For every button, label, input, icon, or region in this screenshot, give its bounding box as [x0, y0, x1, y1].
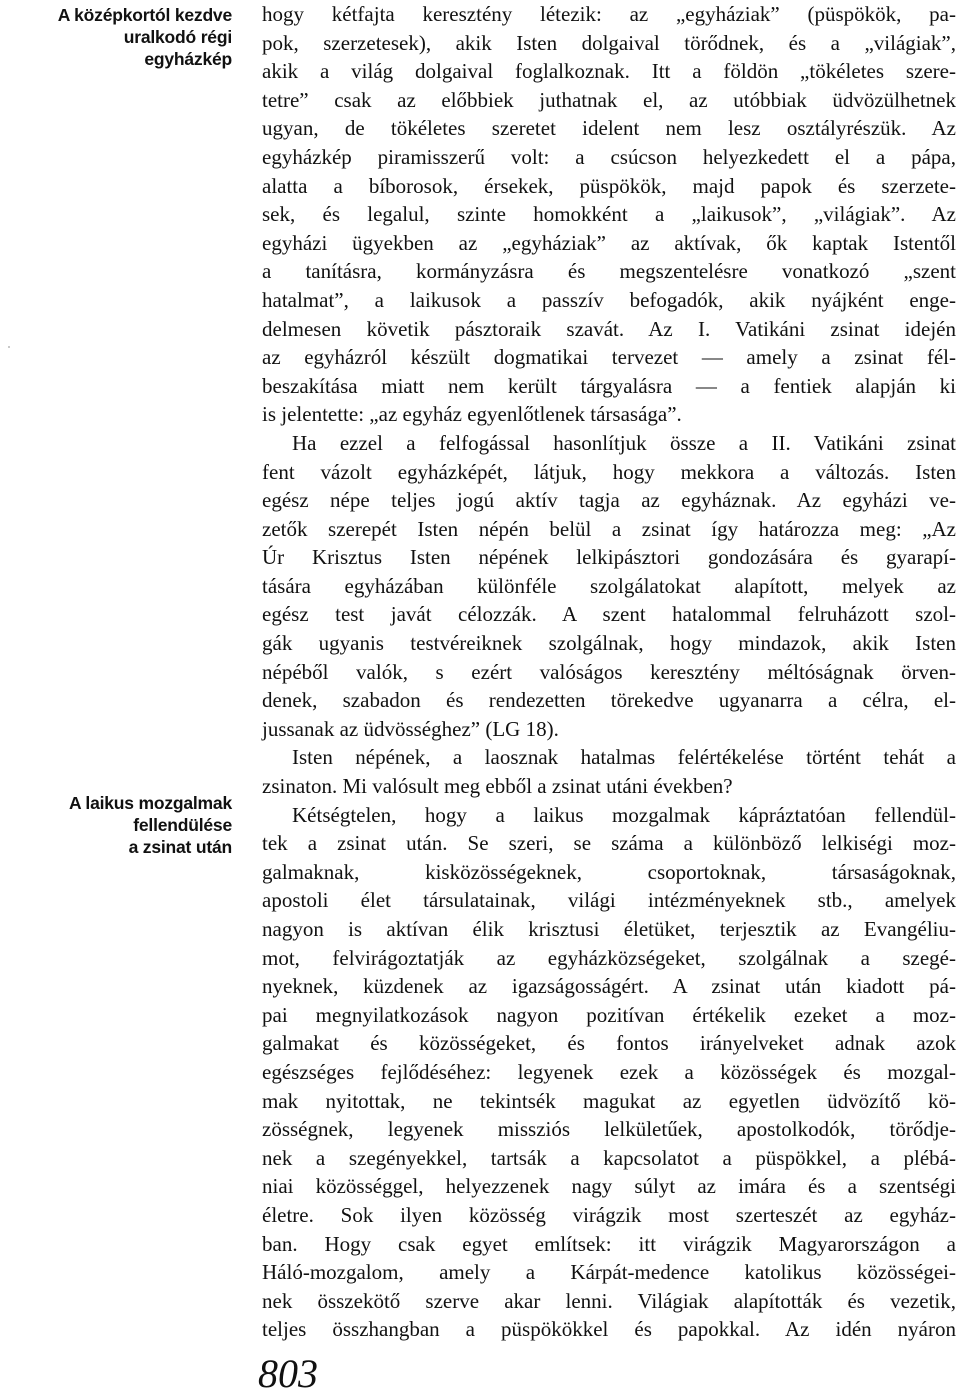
body-line: is jelentette: „az egyház egyenlőtlenek társasága”. — [262, 402, 682, 427]
body-line: Ha ezzel a felfogással hasonlítjuk össze a II. Vatikáni zsinat — [292, 430, 956, 455]
body-line: delmesen követik pásztoraik szavát. Az I. Vatikáni zsinat idején — [262, 316, 956, 341]
body-line: pok, szerzetesek), akik Isten dolgaival törődnek, és a „világiak”, — [262, 30, 956, 55]
margin-speck — [8, 346, 10, 348]
body-line: galmakat és közösségeket, és fontos irányelveket adnak azok — [262, 1031, 956, 1056]
body-line: teljes összhangban a püspökökkel és papokkal. Az idén nyáron — [262, 1317, 956, 1342]
body-line: gák ugyanis testvéreiknek szolgálnak, hogy mindazok, akik Isten — [262, 631, 956, 656]
margin-heading-line: uralkodó régi — [123, 27, 232, 47]
body-line: nek a szegényekkel, tartsák a kapcsolatot a püspökkel, a plébá- — [262, 1145, 956, 1170]
body-line: egész népe teljes jogú aktív tagja az egyháznak. Az egyházi ve- — [262, 488, 956, 513]
body-line: tására egyházában különféle szolgálatokat alapított, melyek az — [262, 573, 956, 598]
body-line: apostoli élet társulatainak, világi intézményeknek stb., amelyek — [262, 888, 956, 913]
body-line: sek, és legalul, szinte homokként a „laikusok”, „világiak”. Az — [262, 202, 956, 227]
body-line: jussanak az üdvösséghez” (LG 18). — [262, 716, 559, 741]
body-line: alatta a bíborosok, érsekek, püspökök, majd papok és szerzete- — [262, 173, 956, 198]
margin-heading-line: A laikus mozgalmak — [68, 793, 232, 813]
page-number: 803 — [258, 1351, 318, 1396]
body-line: életre. Sok ilyen közösség virágzik most szerteszét az egyház- — [262, 1202, 956, 1227]
body-line: akik a világ dolgaival foglalkoznak. Itt a földön „tökéletes szere- — [262, 59, 956, 84]
body-line: tek a zsinat után. Se szeri, se száma a különböző lelkiségi moz- — [262, 831, 956, 856]
body-line: egész test javát célozzák. A szent hatalommal felruházott szol- — [262, 602, 956, 627]
body-line: niai közösséggel, helyezzenek nagy súlyt az imára és a szentségi — [262, 1174, 956, 1199]
body-line: egyházi ügyekben az „egyháziak” az aktívak, ők kaptak Istentől — [262, 230, 956, 255]
body-line: nagyon is aktívan élik krisztusi életüket, terjesztik az Evangéliu- — [262, 917, 956, 941]
margin-heading-line: a zsinat után — [128, 837, 232, 857]
body-line: egészséges fejlődéséhez: legyenek ezek a közösségek és mozgal- — [262, 1059, 956, 1084]
body-line: hatalmat”, a laikusok a passzív befogadók, akik nyájként enge- — [262, 287, 956, 312]
body-line: mot, felvirágoztatják az egyházközségeket, szolgálnak a szegé- — [262, 945, 956, 970]
body-text-column — [262, 0, 956, 1344]
margin-heading-old-church-image — [6, 4, 232, 70]
margin-heading-line: fellendülése — [133, 815, 232, 835]
body-line: mak nyitottak, ne tekintsék magukat az egyetlen üdvözítő kö- — [262, 1088, 956, 1113]
body-line: nek összekötő szerve akar lenni. Világiak alapították és vezetik, — [262, 1288, 956, 1313]
body-line: Háló-mozgalom, amely a Kárpát-medence katolikus közösségei- — [262, 1260, 956, 1285]
body-line: a tanításra, kormányzásra és megszentelésre vonatkozó „szent — [262, 259, 956, 284]
body-line: népéből valók, s ezért valóságos keresztény méltóságnak örven- — [262, 659, 956, 684]
body-line: beszakítása miatt nem került tárgyalásra — a fentiek alapján ki — [262, 373, 956, 398]
body-line: ugyan, de tökéletes szeretet idelent nem lesz osztályrészük. Az — [262, 116, 956, 141]
body-line: Kétségtelen, hogy a laikus mozgalmak kápráztatóan fellendül- — [292, 802, 956, 827]
margin-heading-line: A középkortól kezdve — [57, 5, 232, 25]
body-line: Úr Krisztus Isten népének lelkipásztori gondozására és gyarapí- — [262, 545, 956, 570]
body-line: zsinaton. Mi valósult meg ebből a zsinat utáni években? — [262, 774, 733, 799]
body-line: pai megnyilatkozások nagyon pozitívan értékelik ezeket a moz- — [262, 1002, 956, 1027]
body-line: fent vázolt egyházképét, látjuk, hogy mekkora a változás. Isten — [262, 459, 956, 484]
body-line: nyeknek, küzdenek az igazságosságért. A zsinat után kiadott pá- — [262, 974, 956, 999]
body-line: egyházkép piramisszerű volt: a csúcson helyezkedett el a pápa, — [262, 144, 956, 169]
margin-heading-lay-movements — [6, 792, 232, 858]
body-line: zetők szerepét Isten népén belül a zsinat így határozza meg: „Az — [262, 516, 956, 541]
body-line: tetre” csak az előbbiek juthatnak el, az utóbbiak üdvözülhetnek — [262, 87, 956, 112]
body-line: hogy kétfajta keresztény létezik: az „egyháziak” (püspökök, pa- — [262, 2, 956, 26]
body-line: zösségnek, legyenek missziós lelkületűek, apostolkodók, törődje- — [262, 1117, 956, 1142]
body-line: denek, szabadon és rendezetten törekedve ugyanarra a célra, el- — [262, 688, 956, 713]
body-line: ban. Hogy csak egyet említsek: itt virágzik Magyarországon a — [262, 1231, 956, 1256]
body-line: az egyházról készült dogmatikai tervezet — amely a zsinat fél- — [262, 345, 956, 370]
margin-heading-line: egyházkép — [144, 49, 232, 69]
body-line: galmaknak, kisközösségeknek, csoportoknak, társaságoknak, — [262, 859, 956, 884]
body-line: Isten népének, a laosznak hatalmas felértékelése történt tehát a — [292, 745, 956, 770]
